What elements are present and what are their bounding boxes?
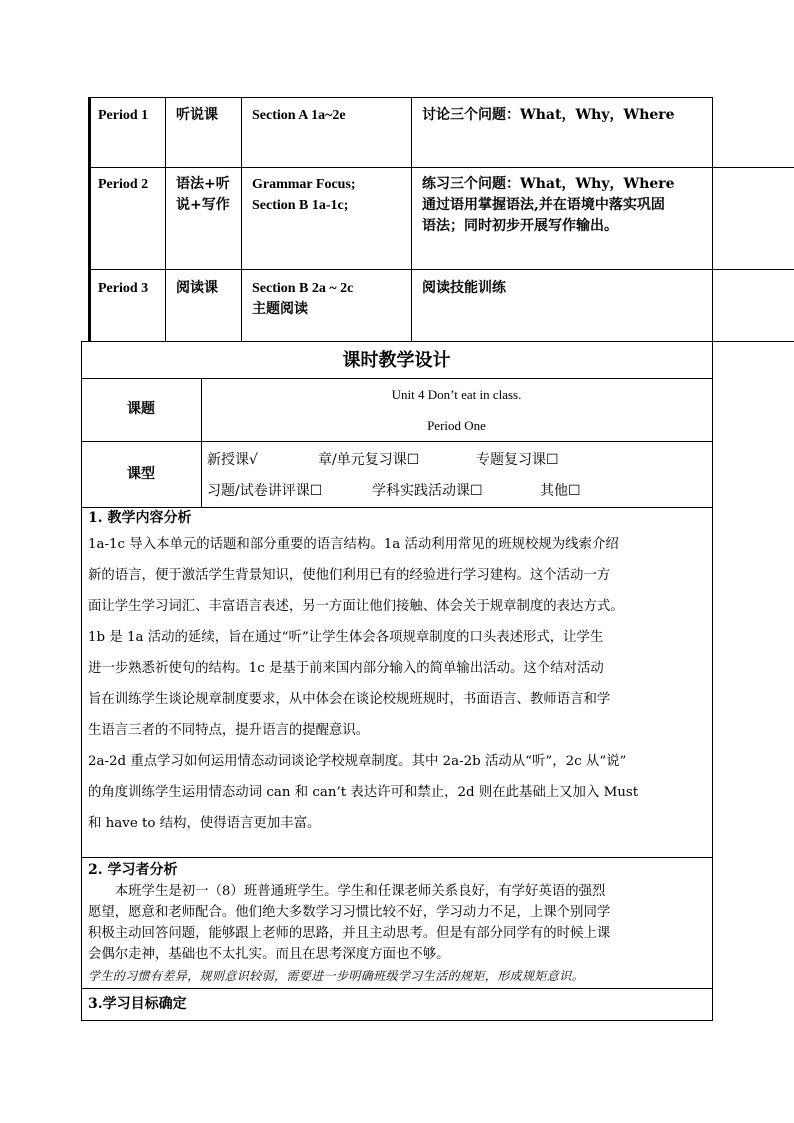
type-unit-review-option: 章/单元复习课☐ [318, 452, 420, 468]
type-practice-option: 学科实践活动课☐ [372, 483, 483, 499]
analysis-line: 新的语言，便于激活学生背景知识，使他们利用已有的经验进行学习建构。这个活动一方 [88, 568, 611, 583]
topic-label: 课题 [127, 401, 155, 417]
table-rule [88, 97, 712, 98]
period-label: Period 1 [98, 108, 149, 123]
goal-text: 通过语用掌握语法,并在语境中落实巩固 [422, 197, 665, 213]
period-label: Period 3 [98, 281, 149, 296]
section-text: Section B 1a-1c; [252, 198, 349, 213]
learner-line: 本班学生是初一（8）班普通班学生。学生和任课老师关系良好，有学好英语的强烈 [88, 884, 606, 899]
table-rule [165, 97, 166, 341]
design-title: 课时教学设计 [342, 350, 451, 371]
section-text: Section B 2a ~ 2c [252, 281, 354, 296]
table-rule [712, 97, 713, 341]
goal-text: 讨论三个问题：What，Why，Where [422, 107, 675, 123]
goals-heading: 3.学习目标确定 [88, 996, 187, 1012]
lesson-type: 听说课 [176, 107, 218, 123]
analysis-line: 2a-2d 重点学习如何运用情态动词谈论学校规章制度。其中 2a-2b 活动从“听”，2c 从“说” [88, 754, 627, 769]
analysis-line: 面让学生学习词汇、丰富语言表述，另一方面让他们接触、体会关于规章制度的表达方式。 [88, 599, 624, 614]
analysis-line: 和 have to 结构，使得语言更加丰富。 [88, 816, 321, 831]
table-rule [81, 378, 712, 379]
period-label: Period 2 [98, 177, 149, 192]
analysis-line: 1a-1c 导入本单元的话题和部分重要的语言结构。1a 活动利用常见的班规校规为线索介绍 [88, 537, 619, 552]
table-rule [81, 857, 712, 858]
analysis-line: 生语言三者的不同特点，提升语言的提醒意识。 [88, 723, 370, 738]
goal-text: 语法；同时初步开展写作输出。 [422, 218, 618, 234]
goal-text: 练习三个问题：What，Why，Where [422, 176, 675, 192]
type-new-option: 新授课√ [207, 452, 258, 468]
table-rule [81, 341, 82, 1021]
lesson-type: 阅读课 [176, 280, 218, 296]
table-rule [81, 341, 794, 342]
table-rule [88, 167, 794, 168]
table-rule [712, 341, 713, 1021]
table-rule [81, 988, 712, 989]
lesson-type: 语法+听说+写作 [176, 176, 230, 213]
table-rule [88, 269, 794, 270]
topic-unit: Unit 4 Don’t eat in class. [391, 387, 522, 402]
type-exercise-option: 习题/试卷讲评课☐ [207, 483, 323, 499]
learner-note: 学生的习惯有差异，规则意识较弱，需要进一步明确班级学习生活的规矩，形成规矩意识。 [88, 969, 585, 983]
type-other-option: 其他☐ [540, 483, 581, 499]
table-rule [81, 441, 712, 442]
section-text: Grammar Focus; [252, 177, 356, 192]
table-rule [411, 97, 412, 341]
analysis-line: 的角度训练学生运用情态动词 can 和 can’t 表达许可和禁止，2d 则在此基础上又加入 Must [88, 785, 639, 800]
analysis-body [88, 529, 708, 839]
learner-heading: 2. 学习者分析 [88, 862, 178, 878]
learner-line: 愿望，愿意和老师配合。他们绝大多数学习习惯比较不好，学习动力不足，上课个别同学 [88, 905, 611, 920]
learner-line: 会偶尔走神，基础也不太扎实。而且在思考深度方面也不够。 [88, 947, 450, 962]
analysis-heading: 1. 教学内容分析 [88, 510, 192, 526]
goal-text: 阅读技能训练 [422, 280, 506, 296]
learner-body [88, 881, 708, 965]
table-rule [241, 97, 242, 341]
type-label: 课型 [127, 466, 155, 482]
type-topic-review-option: 专题复习课☐ [476, 452, 559, 468]
learner-line: 积极主动回答问题，能够跟上老师的思路，并且主动思考。但是有部分同学有的时候上课 [88, 926, 611, 941]
analysis-line: 旨在训练学生谈论规章制度要求，从中体会在谈论校规班规时，书面语言、教师语言和学 [88, 692, 611, 707]
topic-period: Period One [427, 418, 486, 433]
section-text: Section A 1a~2e [252, 108, 346, 123]
analysis-line: 进一步熟悉祈使句的结构。1c 是基于前来国内部分输入的简单输出活动。这个结对活动 [88, 661, 604, 676]
analysis-line: 1b 是 1a 活动的延续，旨在通过“听”让学生体会各项规章制度的口头表述形式，让学生 [88, 630, 604, 645]
section-text: 主题阅读 [252, 301, 308, 317]
table-rule [81, 1020, 712, 1021]
table-rule [88, 97, 91, 341]
